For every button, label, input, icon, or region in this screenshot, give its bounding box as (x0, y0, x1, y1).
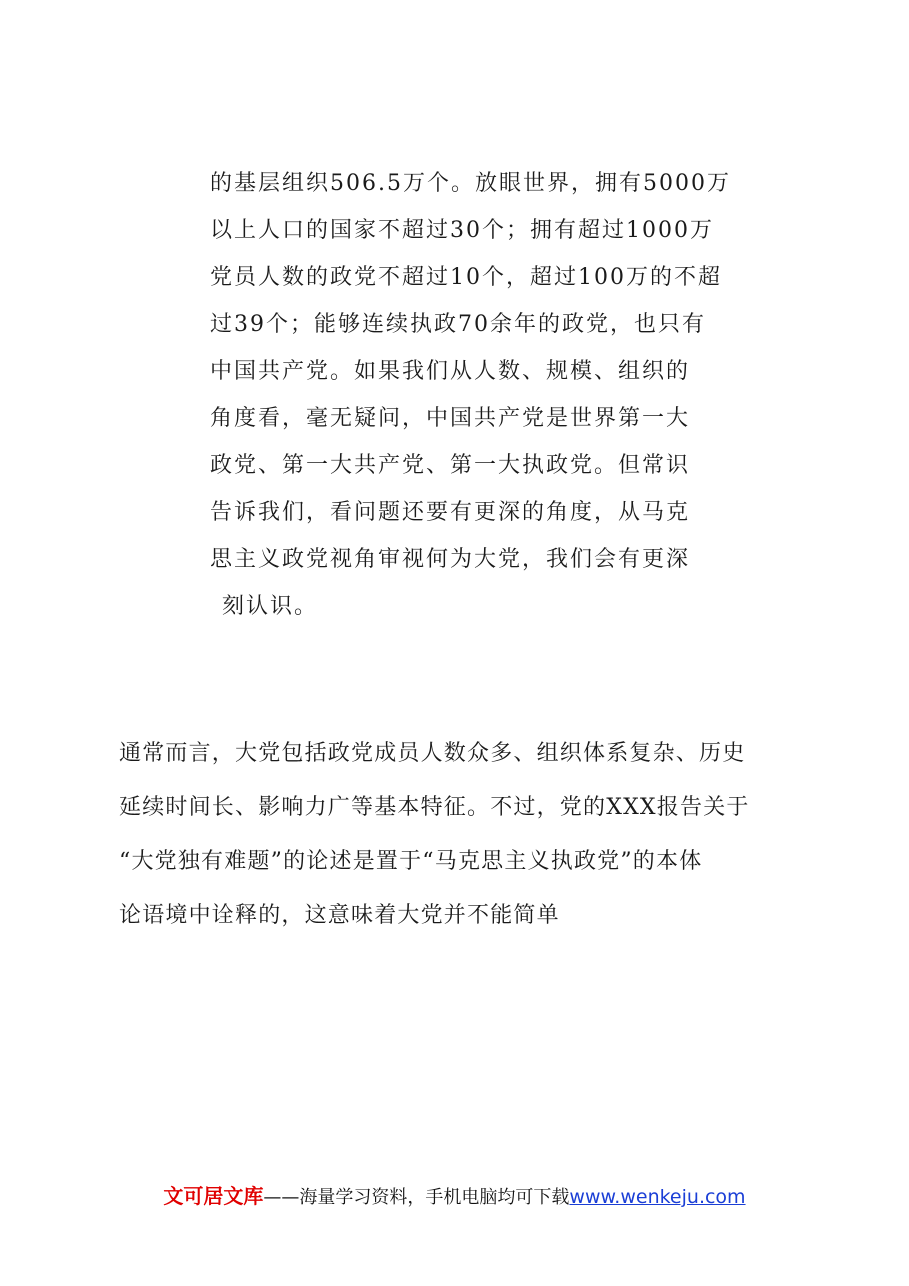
paragraph-line: “大党独有难题”的论述是置于“马克思主义执政党”的本体 (119, 849, 703, 874)
footer-brand: 文可居文库 (163, 1184, 264, 1208)
paragraph-line: 刻认识。 (222, 594, 319, 619)
paragraph-line: 论语境中诠释的，这意味着大党并不能简单 (119, 903, 560, 928)
paragraph-line: 告诉我们，看问题还要有更深的角度，从马克 (210, 500, 691, 525)
footer-tagline: ——海量学习资料，手机电脑均可下载 (263, 1187, 570, 1208)
paragraph-line: 延续时间长、影响力广等基本特征。不过，党的XXX报告关于 (119, 795, 750, 820)
paragraph-line: 党员人数的政党不超过10个，超过100万的不超 (210, 265, 722, 290)
paragraph-line: 政党、第一大共产党、第一大执政党。但常识 (210, 453, 691, 478)
main-paragraph (119, 727, 799, 943)
paragraph-line: 思主义政党视角审视何为大党，我们会有更深 (210, 547, 691, 572)
paragraph-line: 角度看，毫无疑问，中国共产党是世界第一大 (210, 406, 691, 431)
paragraph-line: 过39个；能够连续执政70余年的政党，也只有 (210, 312, 706, 337)
indented-paragraph (210, 160, 730, 630)
page-footer (0, 1180, 909, 1209)
footer-site-link[interactable]: www.wenkeju.com (569, 1186, 746, 1208)
paragraph-line: 中国共产党。如果我们从人数、规模、组织的 (210, 359, 691, 384)
paragraph-line: 的基层组织506.5万个。放眼世界，拥有5000万 (210, 171, 731, 196)
paragraph-line: 以上人口的国家不超过30个；拥有超过1000万 (210, 218, 714, 243)
paragraph-line: 通常而言，大党包括政党成员人数众多、组织体系复杂、历史 (119, 741, 746, 766)
